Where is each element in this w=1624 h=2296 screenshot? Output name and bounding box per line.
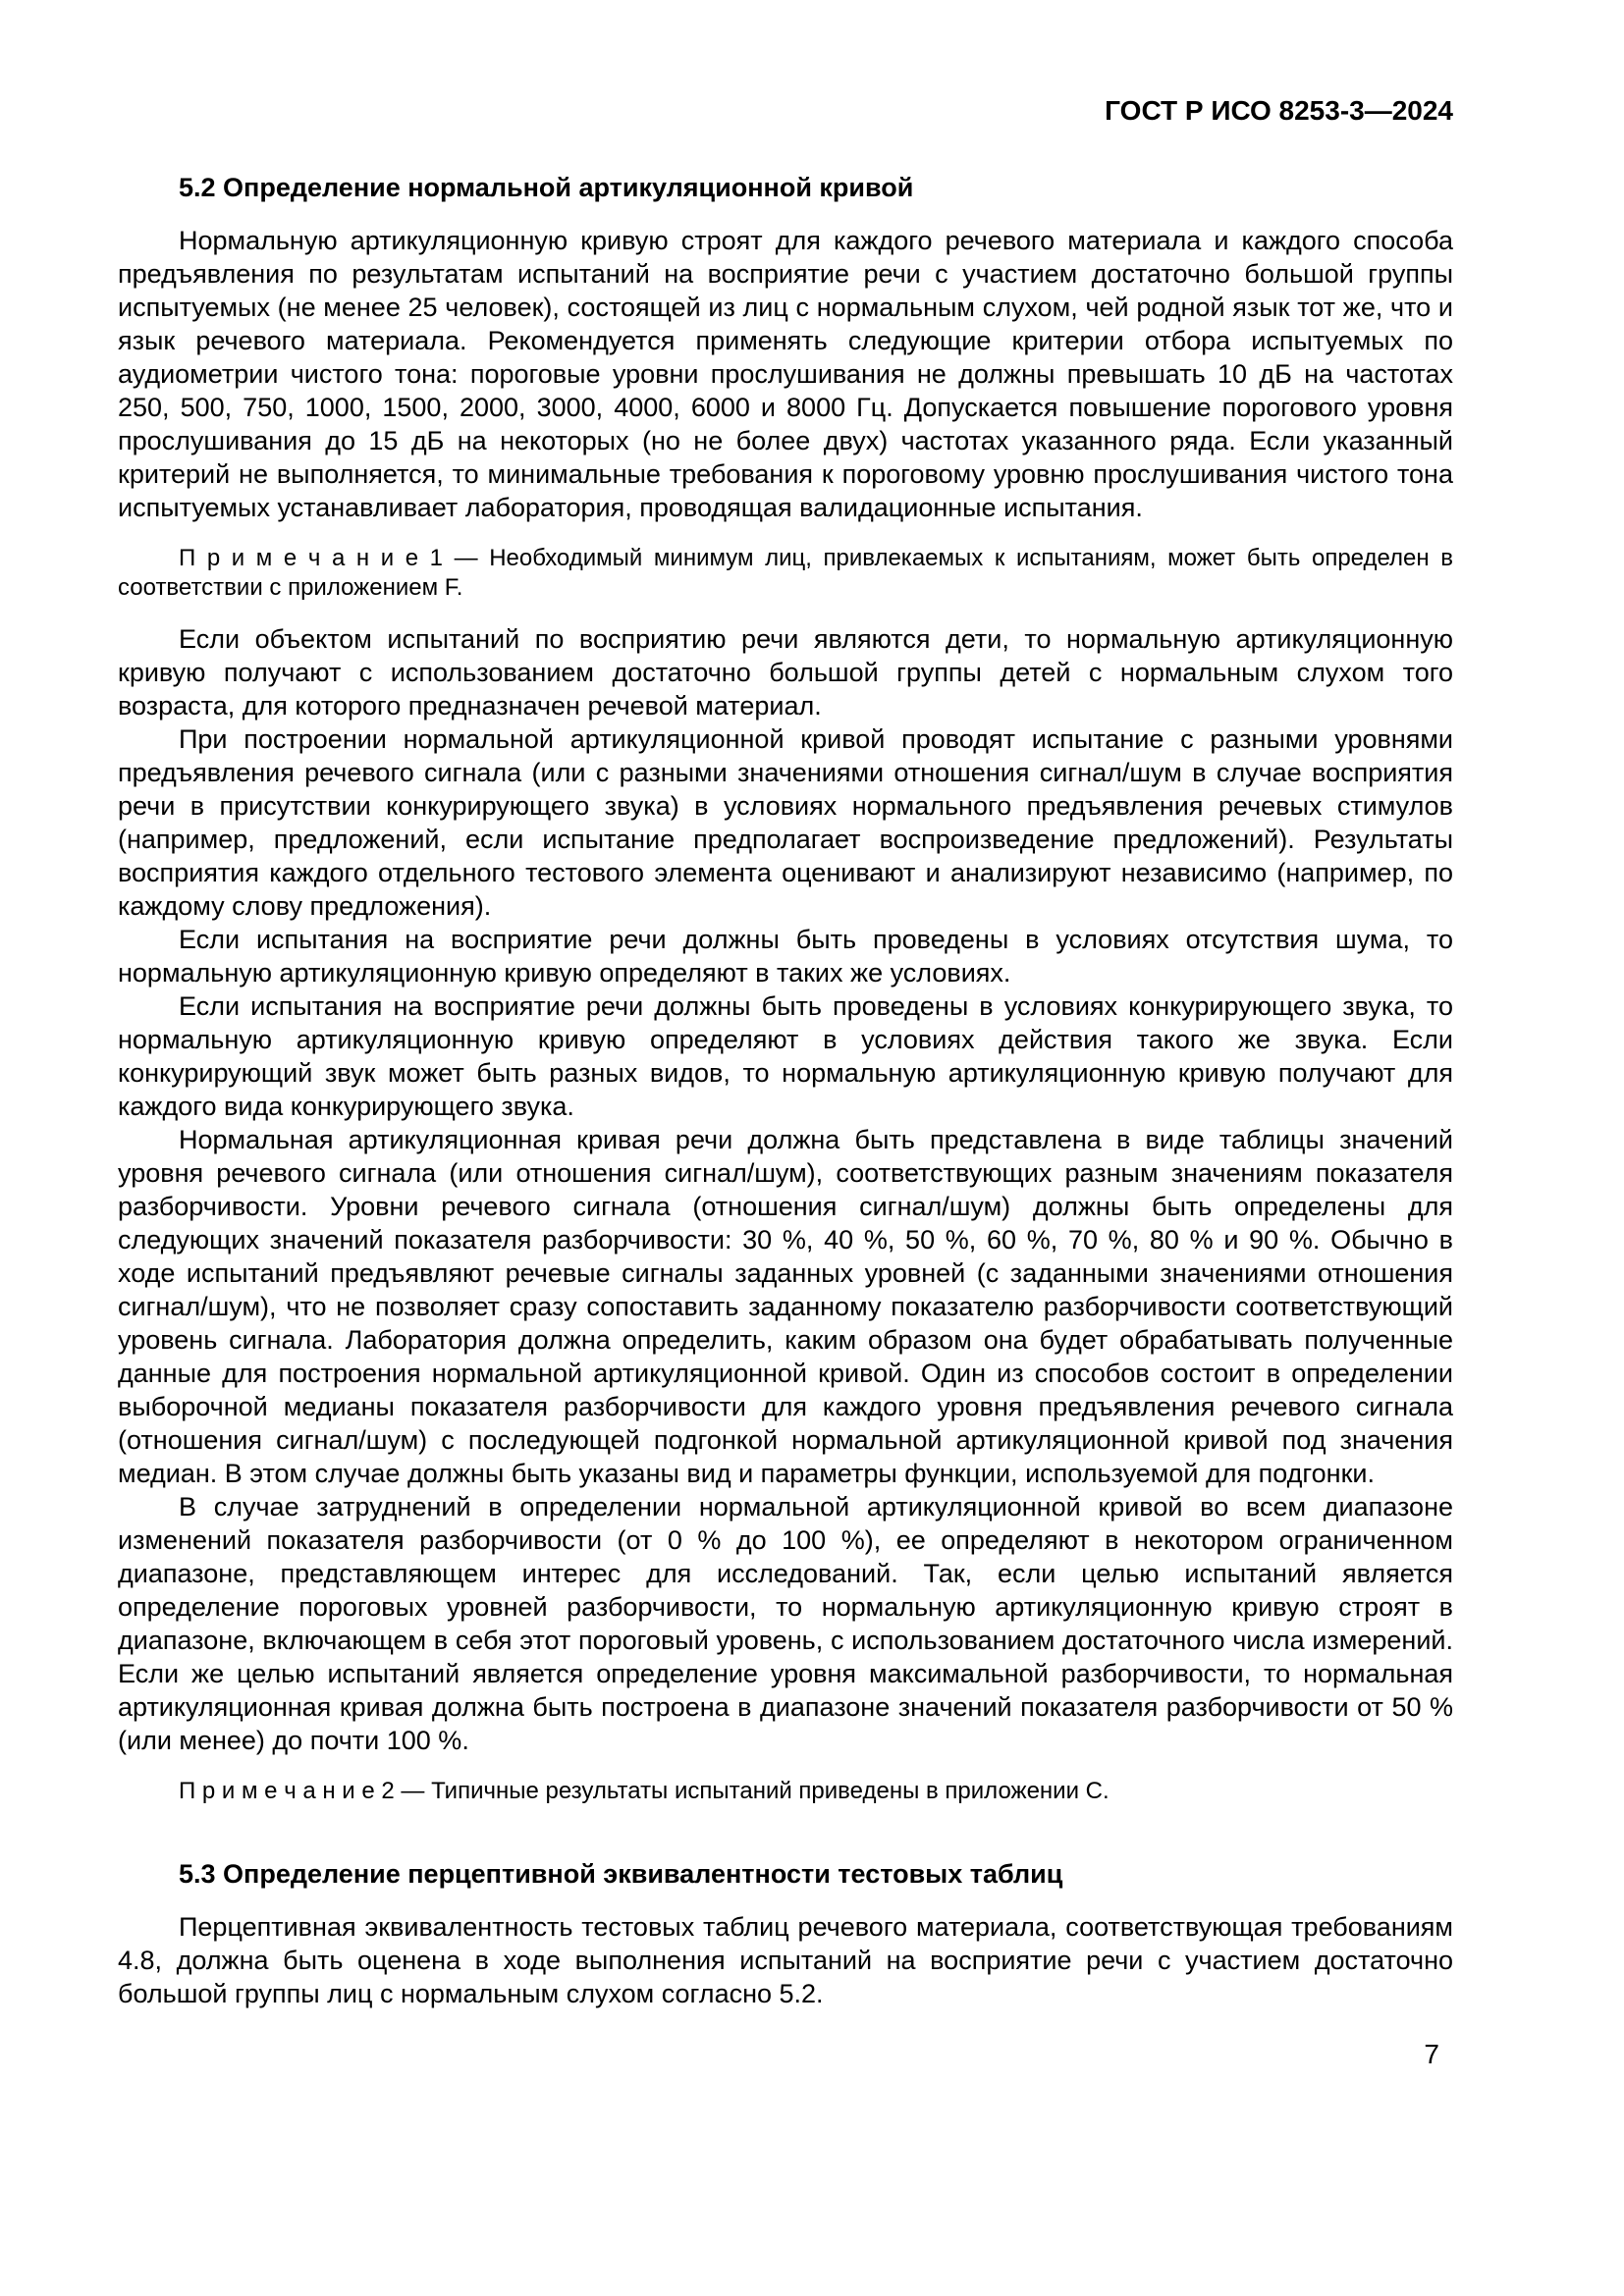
paragraph-competing-sound-conditions: Если испытания на восприятие речи должны быть проведены в условиях конкурирующего звука, то нормальную артикуляционную кривую определяют в условиях действия такого же звука. Если конкурирующий звук может быть разных видов, то нормальную артикуляционную кривую получают для каждого вида конкурирующего звука.: [118, 991, 1453, 1121]
document-code-header: ГОСТ Р ИСО 8253-3—2024: [1105, 95, 1453, 126]
note-1: П р и м е ч а н и е 1 — Необходимый минимум лиц, привлекаемых к испытаниям, может быть определен в соответствии с приложением F.: [118, 545, 1453, 601]
paragraph-children-subjects: Если объектом испытаний по восприятию речи являются дети, то нормальную артикуляционную кривую получают с использованием достаточно большой группы детей с нормальным слухом того возраста, для которого предназначен речевой материал.: [118, 624, 1453, 721]
paragraph-articulation-curve-intro: Нормальную артикуляционную кривую строят для каждого речевого материала и каждого способа предъявления по результатам испытаний на восприятие речи с участием достаточно большой группы испытуемых (не менее 25 человек), состоящей из лиц с нормальным слухом, чей родной язык тот же, что и язык речевого материала. Рекомендуется применять следующие критерии отбора испытуемых по аудиометрии чистого тона: пороговые уровни прослушивания не должны превышать 10 дБ на частотах 250, 500, 750, 1000, 1500, 2000, 3000, 4000, 6000 и 8000 Гц. Допускается повышение порогового уровня прослушивания до 15 дБ на некоторых (но не более двух) частотах указанного ряда. Если указанный критерий не выполняется, то минимальные требования к пороговому уровню прослушивания чистого тона испытуемых устанавливает лаборатория, проводящая валидационные испытания.: [118, 226, 1453, 522]
paragraph-no-noise-conditions: Если испытания на восприятие речи должны быть проведены в условиях отсутствия шума, то нормальную артикуляционную кривую определяют в таких же условиях.: [118, 925, 1453, 988]
section-heading-5-2: 5.2 Определение нормальной артикуляционной кривой: [179, 173, 914, 202]
page-number: 7: [1424, 2039, 1439, 2069]
paragraph-curve-table-representation: Нормальная артикуляционная кривая речи должна быть представлена в виде таблицы значений уровня речевого сигнала (или отношения сигнал/шум), соответствующих разным значениям показателя разборчивости. Уровни речевого сигнала (отношения сигнал/шум) должны быть определены для следующих значений показателя разборчивости: 30 %, 40 %, 50 %, 60 %, 70 %, 80 % и 90 %. Обычно в ходе испытаний предъявляют речевые сигналы заданных уровней (с заданными значениями отношения сигнал/шум), что не позволяет сразу сопоставить заданному показателю разборчивости соответствующий уровень сигнала. Лаборатория должна определить, каким образом она будет обрабатывать полученные данные для построения нормальной артикуляционной кривой. Один из способов состоит в определении выборочной медианы показателя разборчивости для каждого уровня предъявления речевого сигнала (отношения сигнал/шум) с последующей подгонкой нормальной артикуляционной кривой под значения медиан. В этом случае должны быть указаны вид и параметры функции, используемой для подгонки.: [118, 1125, 1453, 1488]
document-body: [118, 171, 1453, 2010]
note-2: П р и м е ч а н и е 2 — Типичные результаты испытаний приведены в приложении C.: [179, 1778, 1110, 1804]
section-heading-5-3: 5.3 Определение перцептивной эквивалентности тестовых таблиц: [179, 1859, 1063, 1889]
paragraph-perceptual-equivalence: Перцептивная эквивалентность тестовых таблиц речевого материала, соответствующая требованиям 4.8, должна быть оценена в ходе выполнения испытаний на восприятие речи с участием достаточно большой группы лиц с нормальным слухом согласно 5.2.: [118, 1912, 1453, 2008]
paragraph-limited-range: В случае затруднений в определении нормальной артикуляционной кривой во всем диапазоне изменений показателя разборчивости (от 0 % до 100 %), ее определяют в некотором ограниченном диапазоне, представляющем интерес для исследований. Так, если целью испытаний является определение пороговых уровней разборчивости, то нормальную артикуляционную кривую строят в диапазоне, включающем в себя этот пороговый уровень, с использованием достаточного числа измерений. Если же целью испытаний является определение уровня максимальной разборчивости, то нормальная артикуляционная кривая должна быть построена в диапазоне значений показателя разборчивости от 50 % (или менее) до почти 100 %.: [118, 1492, 1453, 1755]
paragraph-test-levels: При построении нормальной артикуляционной кривой проводят испытание с разными уровнями предъявления речевого сигнала (или с разными значениями отношения сигнал/шум в случае восприятия речи в присутствии конкурирующего звука) в условиях нормального предъявления речевых стимулов (например, предложений, если испытание предполагает воспроизведение предложений). Результаты восприятия каждого отдельного тестового элемента оценивают и анализируют независимо (например, по каждому слову предложения).: [118, 724, 1453, 921]
